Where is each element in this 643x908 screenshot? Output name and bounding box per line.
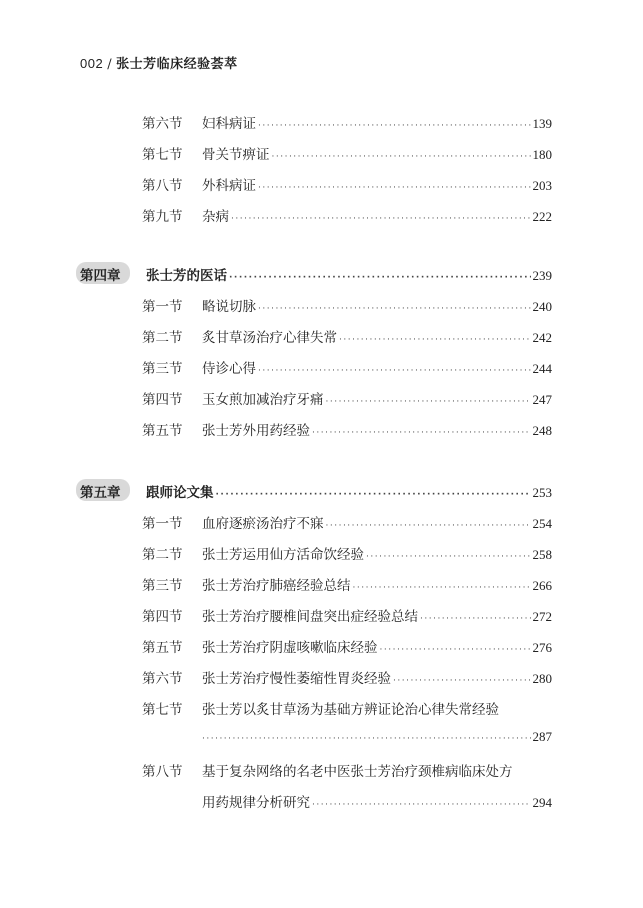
section-title: 略说切脉	[202, 299, 256, 315]
page-number: 242	[532, 330, 552, 345]
chapter-title: 张士芳的医话	[146, 268, 227, 284]
section-number: 第八节	[142, 178, 183, 194]
chapter-title: 跟师论文集	[146, 485, 214, 501]
section-number: 第七节	[142, 147, 183, 163]
section-number: 第六节	[142, 671, 183, 687]
toc-entry[interactable]	[142, 295, 552, 315]
toc-entry[interactable]	[142, 760, 552, 780]
toc-entry[interactable]	[142, 636, 552, 656]
dot-leader	[312, 428, 531, 438]
section-number: 第五节	[142, 640, 183, 656]
dot-leader	[258, 121, 531, 131]
header-separator: /	[107, 57, 113, 72]
section-title: 妇科病证	[202, 116, 256, 132]
page-number: 294	[532, 795, 552, 810]
toc-entry[interactable]	[142, 698, 552, 718]
toc-entry[interactable]	[142, 419, 552, 439]
section-number: 第四节	[142, 392, 183, 408]
section-title: 血府逐瘀汤治疗不寐	[202, 516, 324, 532]
dot-leader	[326, 521, 531, 531]
header-book-title: 张士芳临床经验荟萃	[116, 57, 238, 72]
section-title: 张士芳治疗阴虚咳嗽临床经验	[202, 640, 378, 656]
toc-entry[interactable]	[142, 543, 552, 563]
dot-leader	[229, 273, 531, 283]
section-title: 张士芳治疗肺癌经验总结	[202, 578, 351, 594]
section-number: 第三节	[142, 578, 183, 594]
section-number: 第一节	[142, 299, 183, 315]
section-title: 炙甘草汤治疗心律失常	[202, 330, 337, 346]
chapter-number: 第四章	[80, 268, 121, 284]
section-title: 张士芳运用仙方活命饮经验	[202, 547, 364, 563]
page-number: 258	[532, 547, 552, 562]
section-title: 张士芳治疗慢性萎缩性胃炎经验	[202, 671, 391, 687]
page-number: 244	[532, 361, 552, 376]
dot-leader	[339, 335, 531, 345]
page-number: 180	[532, 147, 552, 162]
page-number: 139	[532, 116, 552, 131]
dot-leader	[272, 152, 531, 162]
section-title: 张士芳外用药经验	[202, 423, 310, 439]
dot-leader	[216, 490, 531, 500]
section-title: 侍诊心得	[202, 361, 256, 377]
section-title: 杂病	[202, 209, 229, 225]
page-number: 253	[532, 485, 552, 500]
page-number: 272	[532, 609, 552, 624]
toc-entry-continuation	[202, 729, 552, 745]
section-title: 外科病证	[202, 178, 256, 194]
chapter-entry[interactable]	[76, 264, 552, 284]
page-number: 222	[532, 209, 552, 224]
toc-entry[interactable]	[142, 112, 552, 132]
section-number: 第六节	[142, 116, 183, 132]
page-number: 247	[532, 392, 552, 407]
toc-entry[interactable]	[142, 205, 552, 225]
dot-leader	[393, 676, 531, 686]
toc-entry[interactable]	[142, 326, 552, 346]
page-number: 254	[532, 516, 552, 531]
section-number: 第四节	[142, 609, 183, 625]
section-number: 第八节	[142, 764, 183, 780]
toc-entry[interactable]	[142, 174, 552, 194]
section-number: 第二节	[142, 547, 183, 563]
page-number: 280	[532, 671, 552, 686]
dot-leader	[231, 214, 531, 224]
section-title-line2: 用药规律分析研究	[202, 795, 310, 811]
dot-leader	[258, 304, 531, 314]
page-number: 203	[532, 178, 552, 193]
dot-leader	[202, 734, 531, 744]
header-page-number: 002	[80, 56, 104, 71]
toc-entry[interactable]	[142, 574, 552, 594]
toc-entry[interactable]	[142, 388, 552, 408]
section-title: 张士芳治疗腰椎间盘突出症经验总结	[202, 609, 418, 625]
page-number: 240	[532, 299, 552, 314]
page-number: 276	[532, 640, 552, 655]
dot-leader	[420, 614, 531, 624]
section-number: 第五节	[142, 423, 183, 439]
section-number: 第九节	[142, 209, 183, 225]
section-number: 第二节	[142, 330, 183, 346]
dot-leader	[258, 183, 531, 193]
dot-leader	[258, 366, 531, 376]
section-title: 玉女煎加减治疗牙痛	[202, 392, 324, 408]
toc-entry[interactable]	[142, 143, 552, 163]
dot-leader	[380, 645, 531, 655]
section-title: 骨关节痹证	[202, 147, 270, 163]
chapter-entry[interactable]	[76, 481, 552, 501]
toc-entry[interactable]	[142, 667, 552, 687]
dot-leader	[312, 800, 531, 810]
section-title: 基于复杂网络的名老中医张士芳治疗颈椎病临床处方	[202, 764, 513, 780]
dot-leader	[326, 397, 531, 407]
toc-entry[interactable]	[142, 357, 552, 377]
section-number: 第一节	[142, 516, 183, 532]
chapter-number: 第五章	[80, 485, 121, 501]
toc-entry-continuation	[202, 791, 552, 811]
page-number: 287	[532, 729, 552, 744]
toc-entry[interactable]	[142, 512, 552, 532]
section-title: 张士芳以炙甘草汤为基础方辨证论治心律失常经验	[202, 702, 499, 718]
page-number: 248	[532, 423, 552, 438]
running-header	[80, 53, 238, 72]
page-number: 239	[532, 268, 552, 283]
dot-leader	[353, 583, 531, 593]
section-number: 第七节	[142, 702, 183, 718]
section-number: 第三节	[142, 361, 183, 377]
toc-entry[interactable]	[142, 605, 552, 625]
dot-leader	[366, 552, 531, 562]
page-number: 266	[532, 578, 552, 593]
